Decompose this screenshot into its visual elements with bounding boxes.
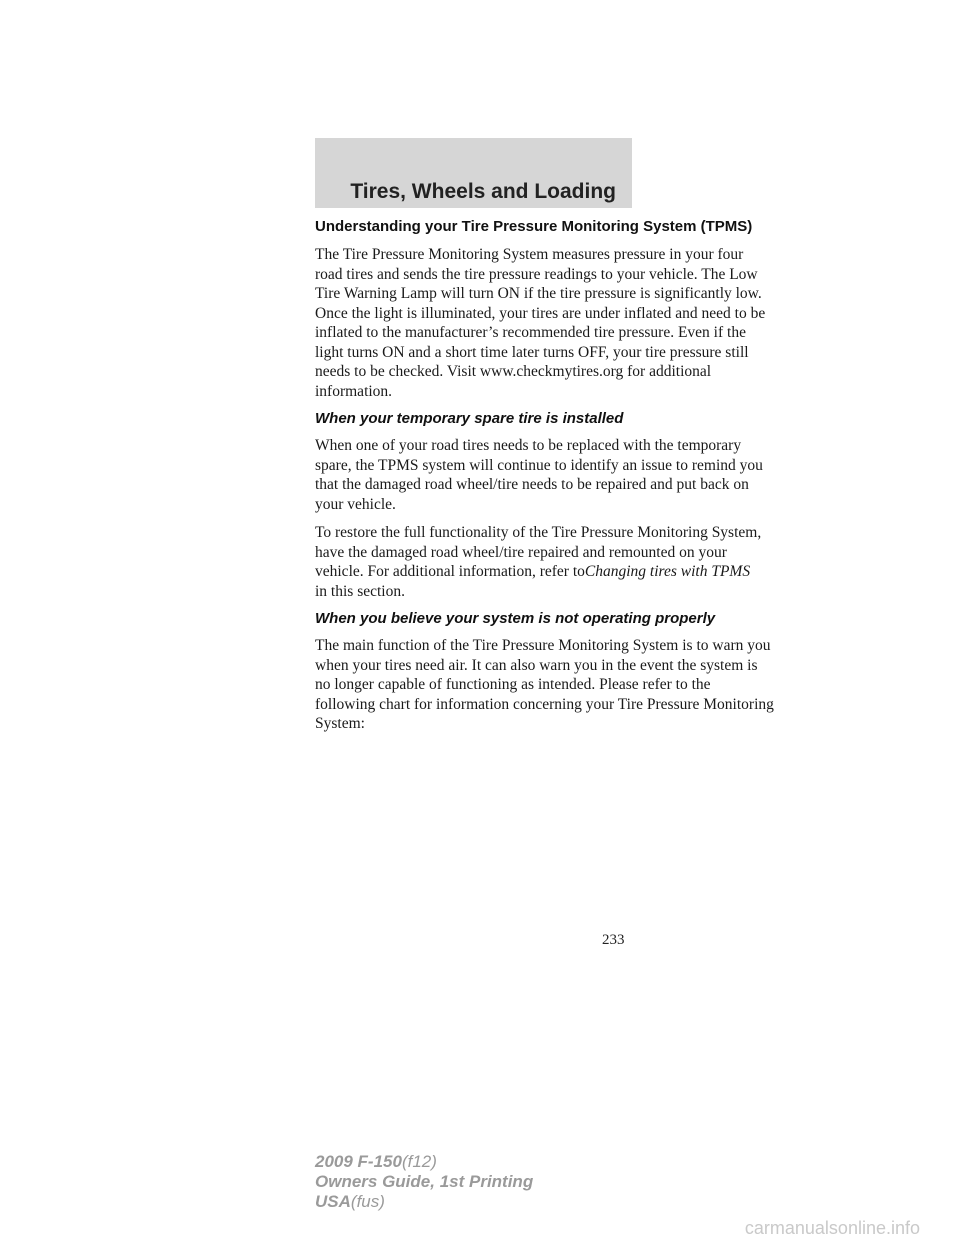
text-line: that the damaged road wheel/tire needs to be repaired and put back on <box>315 476 749 493</box>
text-line: no longer capable of functioning as intended. Please refer to the <box>315 676 711 693</box>
not-operating-paragraph <box>315 636 774 734</box>
print-footer <box>315 1152 533 1212</box>
footer-model-code: (f12) <box>401 1152 437 1171</box>
text-line: Tire Warning Lamp will turn ON if the tire pressure is significantly low. <box>315 285 762 302</box>
text-line: have the damaged road wheel/tire repaired and remounted on your <box>315 543 727 561</box>
text-line: spare, the TPMS system will continue to identify an issue to remind you <box>315 456 763 474</box>
footer-market-code: (fus) <box>350 1192 385 1211</box>
text-segment: vehicle. For additional information, refer to <box>315 563 585 580</box>
site-watermark: carmanualsonline.info <box>744 1218 920 1238</box>
section-header-band <box>315 138 632 208</box>
text-line: when your tires need air. It can also warn you in the event the system is <box>315 656 758 674</box>
footer-line-1 <box>315 1152 533 1172</box>
text-line: in this section. <box>315 582 405 600</box>
text-line: information. <box>315 382 393 400</box>
text-line: your vehicle. <box>315 495 396 513</box>
page-content <box>315 218 774 743</box>
text-line <box>315 562 751 582</box>
footer-line-3 <box>315 1192 533 1212</box>
text-line: inflated to the manufacturer’s recommended tire pressure. Even if the <box>315 324 746 341</box>
text-line: Once the light is illuminated, your tires are under inflated and need to be <box>315 304 766 322</box>
footer-market: USA <box>315 1192 351 1211</box>
text-line: The Tire Pressure Monitoring System measures pressure in your four <box>315 246 744 263</box>
text-line: following chart for information concerning your Tire Pressure Monitoring <box>315 695 774 713</box>
text-line: The main function of the Tire Pressure Monitoring System is to warn you <box>315 637 771 654</box>
text-line: To restore the full functionality of the Tire Pressure Monitoring System, <box>315 524 762 541</box>
tpms-heading: Understanding your Tire Pressure Monitoring System (TPMS) <box>315 218 753 235</box>
footer-model: 2009 F-150 <box>315 1152 402 1171</box>
spare-paragraph-1 <box>315 436 763 514</box>
tpms-paragraph <box>315 245 766 401</box>
text-line: needs to be checked. Visit www.checkmytires.org for additional <box>315 363 712 380</box>
chapter-title: Tires, Wheels and Loading <box>350 180 616 203</box>
cross-reference: Changing tires with TPMS <box>584 563 751 580</box>
spare-paragraph-2 <box>315 523 762 601</box>
spare-tire-heading: When your temporary spare tire is installed <box>315 410 624 427</box>
text-line: light turns ON and a short time later turns OFF, your tire pressure still <box>315 343 749 361</box>
page-number: 233 <box>602 932 625 948</box>
text-line: When one of your road tires needs to be replaced with the temporary <box>315 437 742 454</box>
text-line: System: <box>315 715 365 732</box>
footer-line-2 <box>315 1172 533 1192</box>
footer-edition: Owners Guide, 1st Printing <box>315 1172 534 1191</box>
not-operating-heading: When you believe your system is not operating properly <box>315 610 716 627</box>
text-line: road tires and sends the tire pressure readings to your vehicle. The Low <box>315 265 758 283</box>
